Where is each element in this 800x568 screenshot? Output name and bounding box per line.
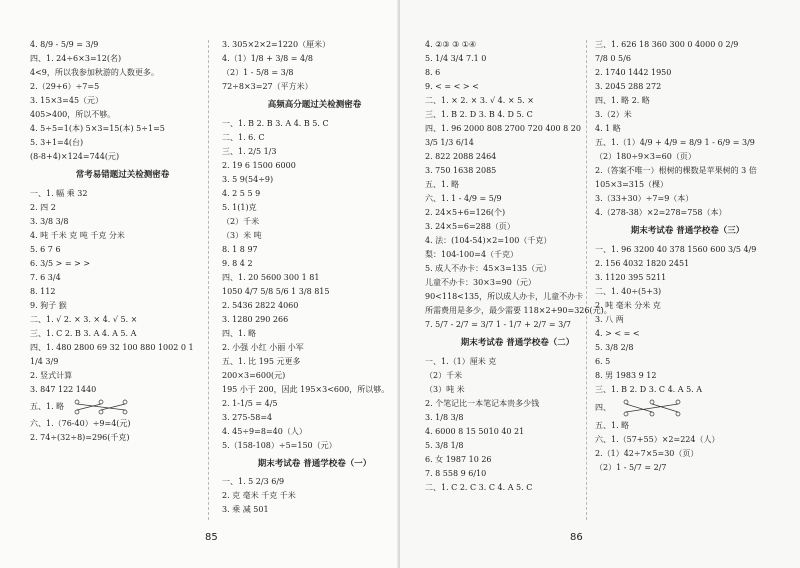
answer-line: 一、1. 5 2/3 6/9 (222, 477, 285, 487)
answer-line: 4<9，所以我参加秋游的人数更多。 (30, 68, 159, 77)
answer-line: 五、1.（1）4/9 + 4/9 = 8/9 1 - 6/9 = 3/9 (595, 138, 755, 147)
answer-line: 2. 822 2088 2464 (425, 152, 497, 161)
answer-line: 2. 156 4032 1820 2451 (595, 258, 690, 268)
answer-line: 72÷8×3=27（平方米） (222, 82, 313, 91)
answer-line: 200×3=600(元) (222, 370, 286, 380)
answer-line: 六、1.（76-40）÷9=4(元) (30, 418, 131, 428)
answer-line: 3. 305×2×2=1220（厘米） (222, 40, 331, 49)
answer-line: （2）千米 (425, 370, 463, 380)
answer-line: 4. 吨 千米 克 吨 千克 分米 (30, 230, 125, 240)
answer-line: 四、1. 20 5600 300 1 81 (222, 272, 320, 282)
page-number: 86 (570, 532, 583, 543)
answer-line: 6. 3/5 > = > > (30, 258, 91, 268)
answer-line: 2.（答案不唯一）根树的棵数是苹果树的 3 倍 (595, 166, 757, 175)
answer-line: 1050 4/7 5/8 5/6 1 3/8 815 (222, 286, 330, 296)
answer-line: 三、1. B 2. D 3. C 4. A 5. A (595, 384, 703, 394)
answer-line: 2. 竖式计算 (30, 370, 73, 380)
answer-line: 4. 1 略 (595, 124, 621, 133)
answer-line: 3. 24×5=6=288（页） (425, 222, 515, 231)
answer-line: 2. 1740 1442 1950 (595, 68, 672, 77)
answer-line: 梨：104-100=4（千克） (425, 250, 519, 259)
answer-text: 四、 (595, 402, 611, 412)
answer-line: 三、1. C 2. B 3. A 4. A 5. A (30, 328, 137, 338)
answer-line: 405>400，所以不够。 (30, 110, 116, 119)
answer-line: 2. 19 6 1500 6000 (222, 160, 296, 170)
answer-line: 二、1. √ 2. × 3. × 4. √ 5. × (30, 314, 138, 324)
answer-line: 2. 克 毫米 千克 千米 (222, 491, 296, 501)
section-title: 高频高分题过关检测密卷 (267, 100, 362, 110)
answer-line: 2. 5436 2822 4060 (222, 300, 299, 310)
answer-line: 3. 5 9(54÷9) (222, 174, 274, 184)
section-title: 常考易错题过关检测密卷 (75, 170, 170, 180)
answer-line: 8. 1 8 97 (222, 244, 258, 254)
answer-line: 2.（1）42÷7×5=30（页） (595, 448, 699, 458)
answer-line: 3. 275-58=4 (222, 412, 273, 422)
right-page (400, 0, 800, 568)
answer-line: 4. 2 5 5 9 (222, 188, 261, 198)
answer-line: 五、1. 略 (595, 420, 630, 430)
answer-line: 8. 6 (425, 68, 441, 77)
answer-line: 90<118<135，所以成人办卡，儿童不办卡 (425, 292, 584, 301)
answer-line: 5. 3+1=4(台) (30, 138, 84, 147)
answer-line: 6. 5 (595, 356, 611, 366)
answer-line: 3. 750 1638 2085 (425, 166, 497, 175)
answer-line: 2. 74÷(32÷8)=296(千克) (30, 432, 130, 442)
answer-line: （2）1 - 5/8 = 3/8 (222, 68, 294, 77)
page-number: 85 (205, 532, 218, 543)
answer-line: 三、1. 626 18 360 300 0 4000 0 2/9 (595, 40, 739, 49)
right-column-1 (425, 40, 610, 497)
answer-line: 3. 1280 290 266 (222, 314, 289, 324)
matching-lines-diagram (618, 399, 688, 417)
answer-line: 195 小于 200，因此 195×3<600，所以够。 (222, 384, 390, 394)
answer-line: 儿童不办卡：30×3=90（元） (425, 278, 536, 287)
answer-line: 8. 男 1983 9 12 (595, 370, 657, 380)
answer-line: 8. 112 (30, 286, 56, 296)
answer-line: 5. 1/4 3/4 7.1 0 (425, 54, 487, 63)
answer-line: 3. 847 122 1440 (30, 384, 97, 394)
answer-line: 所需费用是多少，最少需要 118×2+90=326(元)。 (425, 306, 612, 315)
answer-line: 4. ②③ ③ ①④ (425, 40, 477, 49)
answer-line: （2）千米 (222, 216, 260, 226)
answer-line: 3. 1120 395 5211 (595, 272, 667, 282)
answer-line: 9. < = < > < (425, 82, 479, 91)
answer-line: 6. 女 1987 10 26 (425, 454, 492, 464)
answer-line: 二、1. × 2. × 3. √ 4. × 5. × (425, 96, 534, 105)
answer-line: 六、1.（57+55）×2=224（人） (595, 434, 720, 444)
answer-line: 四、1. 略 (222, 328, 257, 338)
answer-line: 三、1. 2/5 1/3 (222, 146, 277, 156)
answer-line: （2）1 - 5/7 = 2/7 (595, 462, 667, 472)
answer-line (595, 399, 780, 417)
answer-line: 105×3=315（棵） (595, 180, 669, 189)
answer-line: 3.（33+30）÷7=9（本） (595, 194, 694, 203)
answer-line: 9. 8 4 2 (222, 258, 253, 268)
answer-line: (8-8+4)×124=744(元) (30, 152, 120, 161)
answer-line (30, 399, 215, 415)
answer-line: 5. 成人不办卡：45×3=135（元） (425, 264, 552, 273)
answer-line: 五、1. 比 195 元更多 (222, 356, 301, 366)
section-title: 期末考试卷 普通学校卷（二） (460, 338, 575, 348)
answer-line: 一、1. 幅 乘 32 (30, 188, 88, 198)
answer-line: 4. 法：(104-54)×2=100（千克） (425, 236, 552, 245)
right-column-2 (595, 40, 780, 477)
answer-line: 2. 个笔记比一本笔记本贵多少钱 (425, 398, 540, 408)
answer-line: （3）米 吨 (222, 230, 262, 240)
answer-line: 2. 四 2 (30, 202, 56, 212)
answer-line: 4. 8/9 - 5/9 = 3/9 (30, 40, 99, 49)
answer-line: 3. 1/8 3/8 (425, 412, 464, 422)
answer-line: 4. 5÷5=1(本) 5×3=15(本) 5÷1=5 (30, 124, 165, 133)
answer-line: 2.（29+6）÷7=5 (30, 82, 100, 91)
answer-line: 一、1. B 2. B 3. A 4. B 5. C (222, 118, 329, 128)
answer-line: （2）180÷9×3=60（页） (595, 152, 696, 161)
answer-line: 3. 2045 288 272 (595, 82, 662, 91)
answer-line: 5. 1(1)克 (222, 202, 257, 212)
answer-line: 四、1. 480 2800 69 32 100 880 1002 0 1 (30, 342, 194, 352)
answer-line: 二、1. 40÷(5+3) (595, 286, 662, 296)
answer-line: 2. 1-1/5 = 4/5 (222, 398, 278, 408)
answer-line: 4.（278-38）×2=278=758（本） (595, 208, 727, 217)
answer-line: 2. 24×5+6=126(个) (425, 208, 506, 217)
answer-line: 四、1. 24÷6×3=12(名) (30, 54, 122, 63)
answer-line: （3）吨 米 (425, 384, 465, 394)
answer-line: 7. 5/7 - 2/7 = 3/7 1 - 1/7 + 2/7 = 3/7 (425, 320, 572, 329)
answer-line: 四、1. 略 2. 略 (595, 96, 650, 105)
answer-line: 3. 15×3=45（元） (30, 96, 104, 105)
section-title: 期末考试卷 普通学校卷（一） (257, 458, 372, 469)
answer-line: 1/4 3/9 (30, 356, 59, 366)
answer-line: 2. 吨 毫米 分米 克 (595, 300, 661, 310)
answer-line: 2. 小强 小红 小丽 小军 (222, 342, 304, 352)
left-column-1 (30, 40, 215, 447)
answer-line: 3. 乘 减 501 (222, 505, 269, 515)
answer-line: 二、1. C 2. C 3. C 4. A 5. C (425, 482, 533, 492)
answer-line: 5. 3/8 1/8 (425, 440, 464, 450)
answer-line: 7. 8 558 9 6/10 (425, 468, 487, 478)
answer-line: 3. 3/8 3/8 (30, 216, 69, 226)
answer-line: 3.（2）米 (595, 110, 632, 119)
answer-line: 4. > < = < (595, 328, 640, 338)
answer-line: 一、1.（1）厘米 克 (425, 356, 497, 366)
answer-line: 3/5 1/3 6/14 (425, 138, 474, 147)
answer-line: 五、1. 略 (425, 180, 460, 189)
matching-lines-diagram (71, 399, 141, 415)
answer-line: 一、1. 96 3200 40 378 1560 600 3/5 4/9 (595, 244, 757, 254)
section-title: 期末考试卷 普通学校卷（三） (630, 226, 745, 236)
answer-line: 4. 45÷9=8=40（人） (222, 426, 307, 436)
answer-line: 4. 6000 8 15 5010 40 21 (425, 426, 525, 436)
answer-line: 5. 3/8 2/8 (595, 342, 634, 352)
left-column-2 (222, 40, 400, 519)
answer-line: 5.（158-108）÷5=150（元） (222, 440, 337, 450)
answer-text: 五、1. 略 (30, 401, 65, 411)
answer-line: 7. 6 3/4 (30, 272, 61, 282)
answer-line: 六、1. 1 - 4/9 = 5/9 (425, 194, 502, 203)
answer-line: 三、1. B 2. D 3. B 4. D 5. C (425, 110, 533, 119)
answer-line: 5. 6 7 6 (30, 244, 61, 254)
answer-line: 4.（1）1/8 + 3/8 = 4/8 (222, 54, 313, 63)
answer-line: 3. 八 两 (595, 314, 624, 324)
answer-line: 四、1. 96 2000 808 2700 720 400 8 20 (425, 124, 581, 133)
answer-line: 二、1. 6. C (222, 132, 265, 142)
answer-line: 7/8 0 5/6 (595, 54, 631, 63)
answer-line: 9. 狗子 猴 (30, 300, 67, 310)
